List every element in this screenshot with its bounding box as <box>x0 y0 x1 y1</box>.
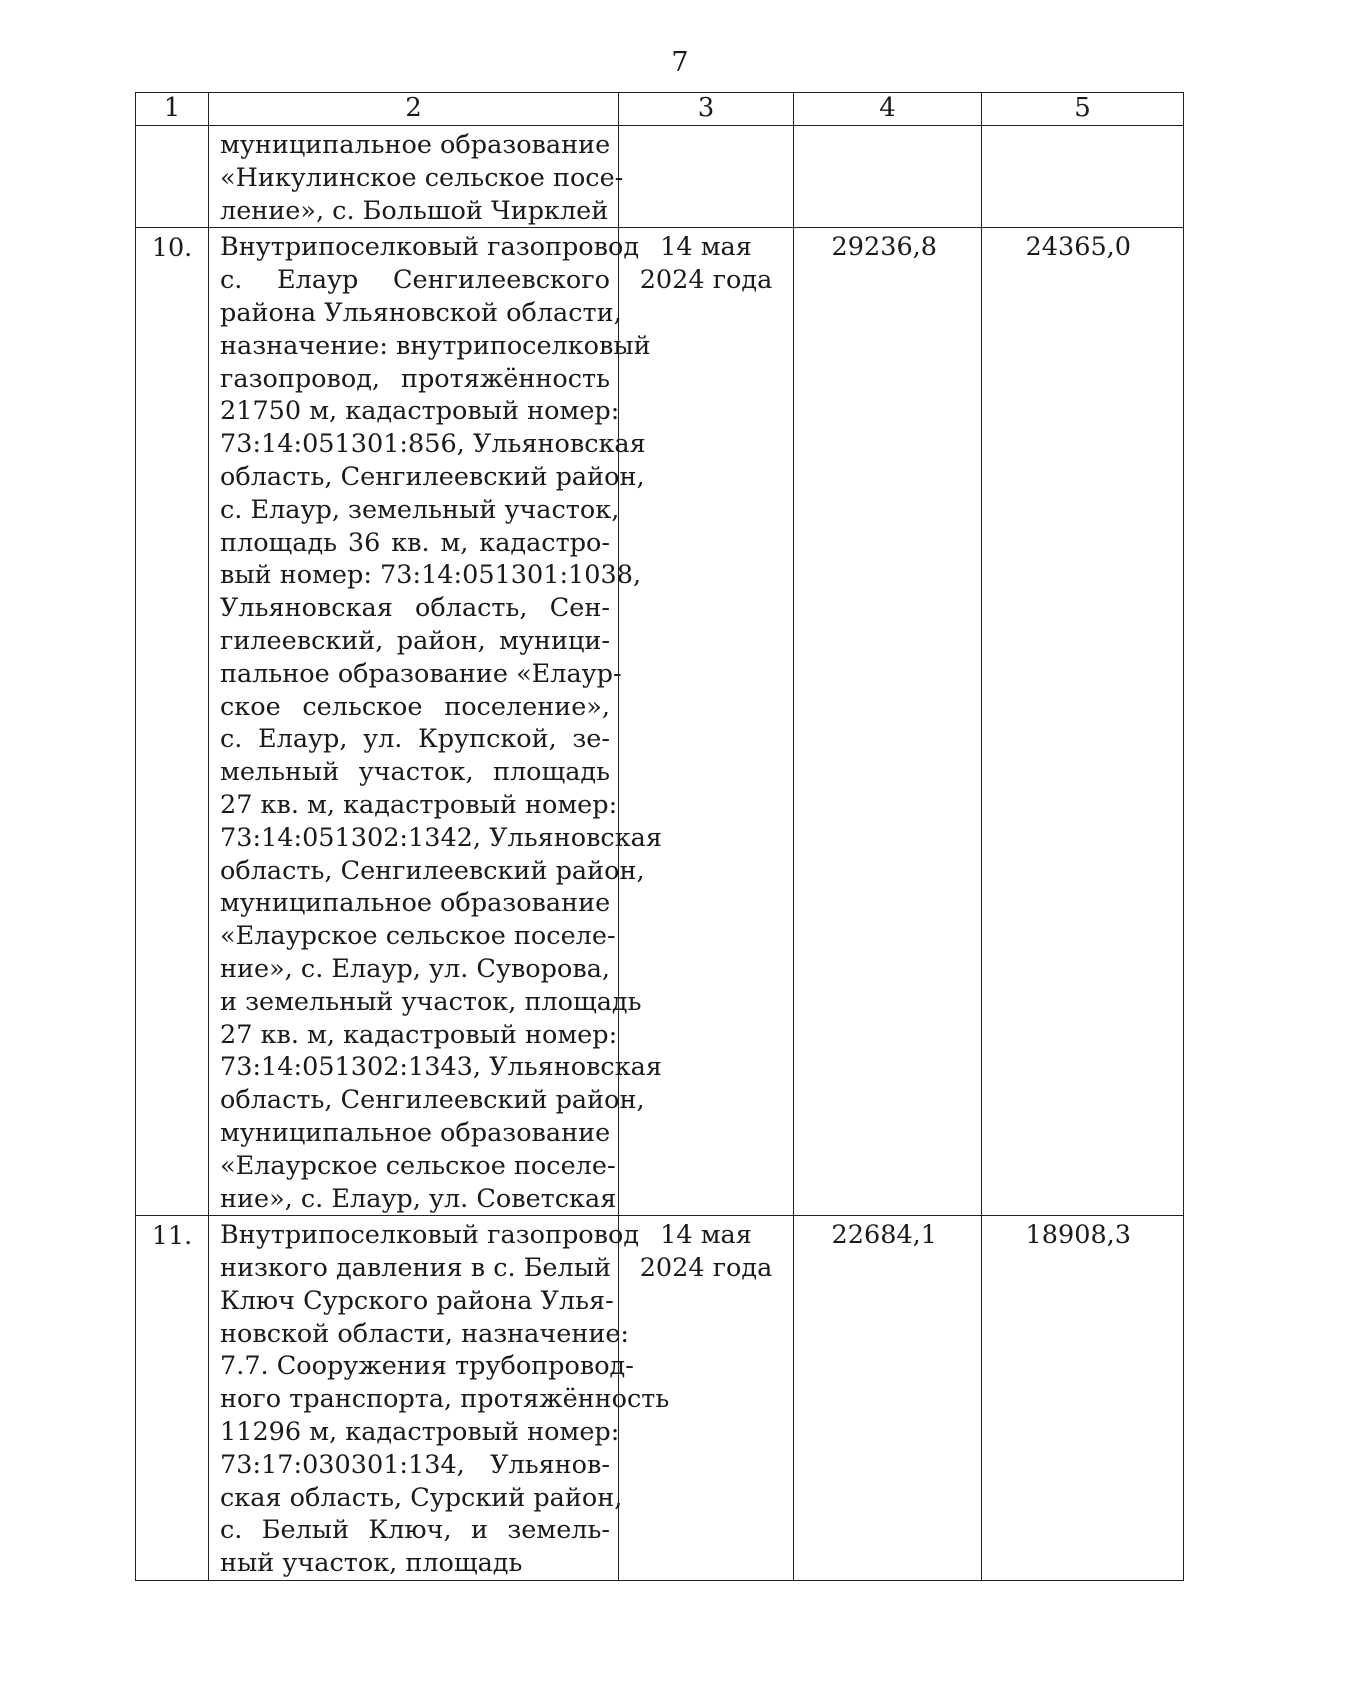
description-line: Внутрипоселковый газопровод <box>220 1220 640 1251</box>
description-cell <box>209 126 624 228</box>
date-line: 2024 года <box>639 1253 773 1284</box>
description-line: назначение: внутрипоселковый <box>220 330 651 361</box>
description-line: ный участок, площадь <box>220 1548 523 1579</box>
description-line: область, Сенгилеевский район, <box>220 855 645 886</box>
description-cell <box>209 1216 670 1581</box>
table-row <box>136 1216 1184 1581</box>
column-header: 3 <box>619 93 794 126</box>
description-line: ние», с. Елаур, ул. Суворова, <box>220 953 610 984</box>
description-line: муниципальное образование <box>220 130 611 160</box>
table-row <box>136 228 1184 1216</box>
description-line: область, Сенгилеевский район, <box>220 1085 645 1116</box>
date-line: 2024 года <box>639 265 773 296</box>
column-header: 5 <box>982 93 1184 126</box>
column-header: 2 <box>209 93 619 126</box>
description-line: ние», с. Елаур, ул. Советская <box>220 1183 617 1214</box>
description-line: 73:14:051302:1343, Ульяновская <box>220 1052 662 1083</box>
description-line: района Ульяновской области, <box>220 297 622 328</box>
date-line: 14 мая <box>660 1220 752 1251</box>
description-line: муниципальное образование <box>220 1117 611 1148</box>
row-number-cell <box>136 126 209 228</box>
description-line: 21750 м, кадастровый номер: <box>220 396 620 427</box>
description-line: Внутрипоселковый газопровод <box>220 232 640 263</box>
description-line: 27 кв. м, кадастровый номер: <box>220 1019 618 1050</box>
description-line: ская область, Сурский район, <box>220 1482 623 1513</box>
description-line: вый номер: 73:14:051301:1038, <box>220 560 642 591</box>
value-cell-col5 <box>982 1216 1184 1581</box>
description-line: ское сельское поселение», <box>220 691 610 722</box>
date-line: 14 мая <box>660 232 752 263</box>
description-line: «Никулинское сельское посе- <box>220 162 624 193</box>
value-col5: 24365,0 <box>1025 232 1131 263</box>
value-cell-col5 <box>982 228 1184 1216</box>
description-line: низкого давления в с. Белый <box>220 1253 612 1284</box>
description-line: с. Елаур, ул. Крупской, зе- <box>220 724 610 755</box>
page-number: 7 <box>671 47 689 78</box>
description-line: 73:14:051302:1342, Ульяновская <box>220 822 662 853</box>
column-header: 1 <box>136 93 209 126</box>
description-line: «Елаурское сельское поселе- <box>220 921 616 952</box>
description-line: гилеевский, район, муници- <box>220 625 610 656</box>
description-line: с. Елаур Сенгилеевского <box>220 265 610 296</box>
document-table <box>135 92 1184 1581</box>
value-cell-col4 <box>794 1216 982 1581</box>
table-header-row <box>136 93 1184 126</box>
description-line: площадь 36 кв. м, кадастро- <box>220 527 610 558</box>
description-line: 11296 м, кадастровый номер: <box>220 1417 620 1448</box>
description-line: газопровод, протяжённость <box>220 363 610 394</box>
value-cell-col4 <box>794 126 982 228</box>
description-line: Ульяновская область, Сен- <box>220 593 610 624</box>
value-cell-col5 <box>982 126 1184 228</box>
description-line: с. Елаур, земельный участок, <box>220 494 620 525</box>
description-line: муниципальное образование <box>220 888 611 919</box>
value-col5: 18908,3 <box>1025 1220 1131 1251</box>
description-line: 73:14:051301:856, Ульяновская <box>220 429 646 460</box>
description-line: мельный участок, площадь <box>220 757 610 788</box>
description-line: с. Белый Ключ, и земель- <box>220 1515 610 1546</box>
description-line: область, Сенгилеевский район, <box>220 461 645 492</box>
table-row <box>136 126 1184 228</box>
description-line: Ключ Сурского района Улья- <box>220 1285 614 1316</box>
description-line: ного транспорта, протяжённость <box>220 1384 670 1415</box>
value-col4: 22684,1 <box>831 1220 937 1251</box>
row-number-cell: 10. <box>136 228 209 1216</box>
date-cell <box>619 126 794 228</box>
description-line: «Елаурское сельское поселе- <box>220 1150 616 1181</box>
value-cell-col4 <box>794 228 982 1216</box>
description-line: ление», с. Большой Чирклей <box>220 195 609 226</box>
column-header: 4 <box>794 93 982 126</box>
description-line: 73:17:030301:134, Ульянов- <box>220 1449 610 1480</box>
description-line: пальное образование «Елаур- <box>220 658 622 689</box>
description-line: новской области, назначение: <box>220 1318 630 1349</box>
description-line: и земельный участок, площадь <box>220 986 642 1017</box>
description-line: 7.7. Сооружения трубопровод- <box>220 1351 634 1382</box>
value-col4: 29236,8 <box>831 232 937 263</box>
row-number-cell: 11. <box>136 1216 209 1581</box>
description-cell <box>209 228 662 1216</box>
description-line: 27 кв. м, кадастровый номер: <box>220 789 618 820</box>
